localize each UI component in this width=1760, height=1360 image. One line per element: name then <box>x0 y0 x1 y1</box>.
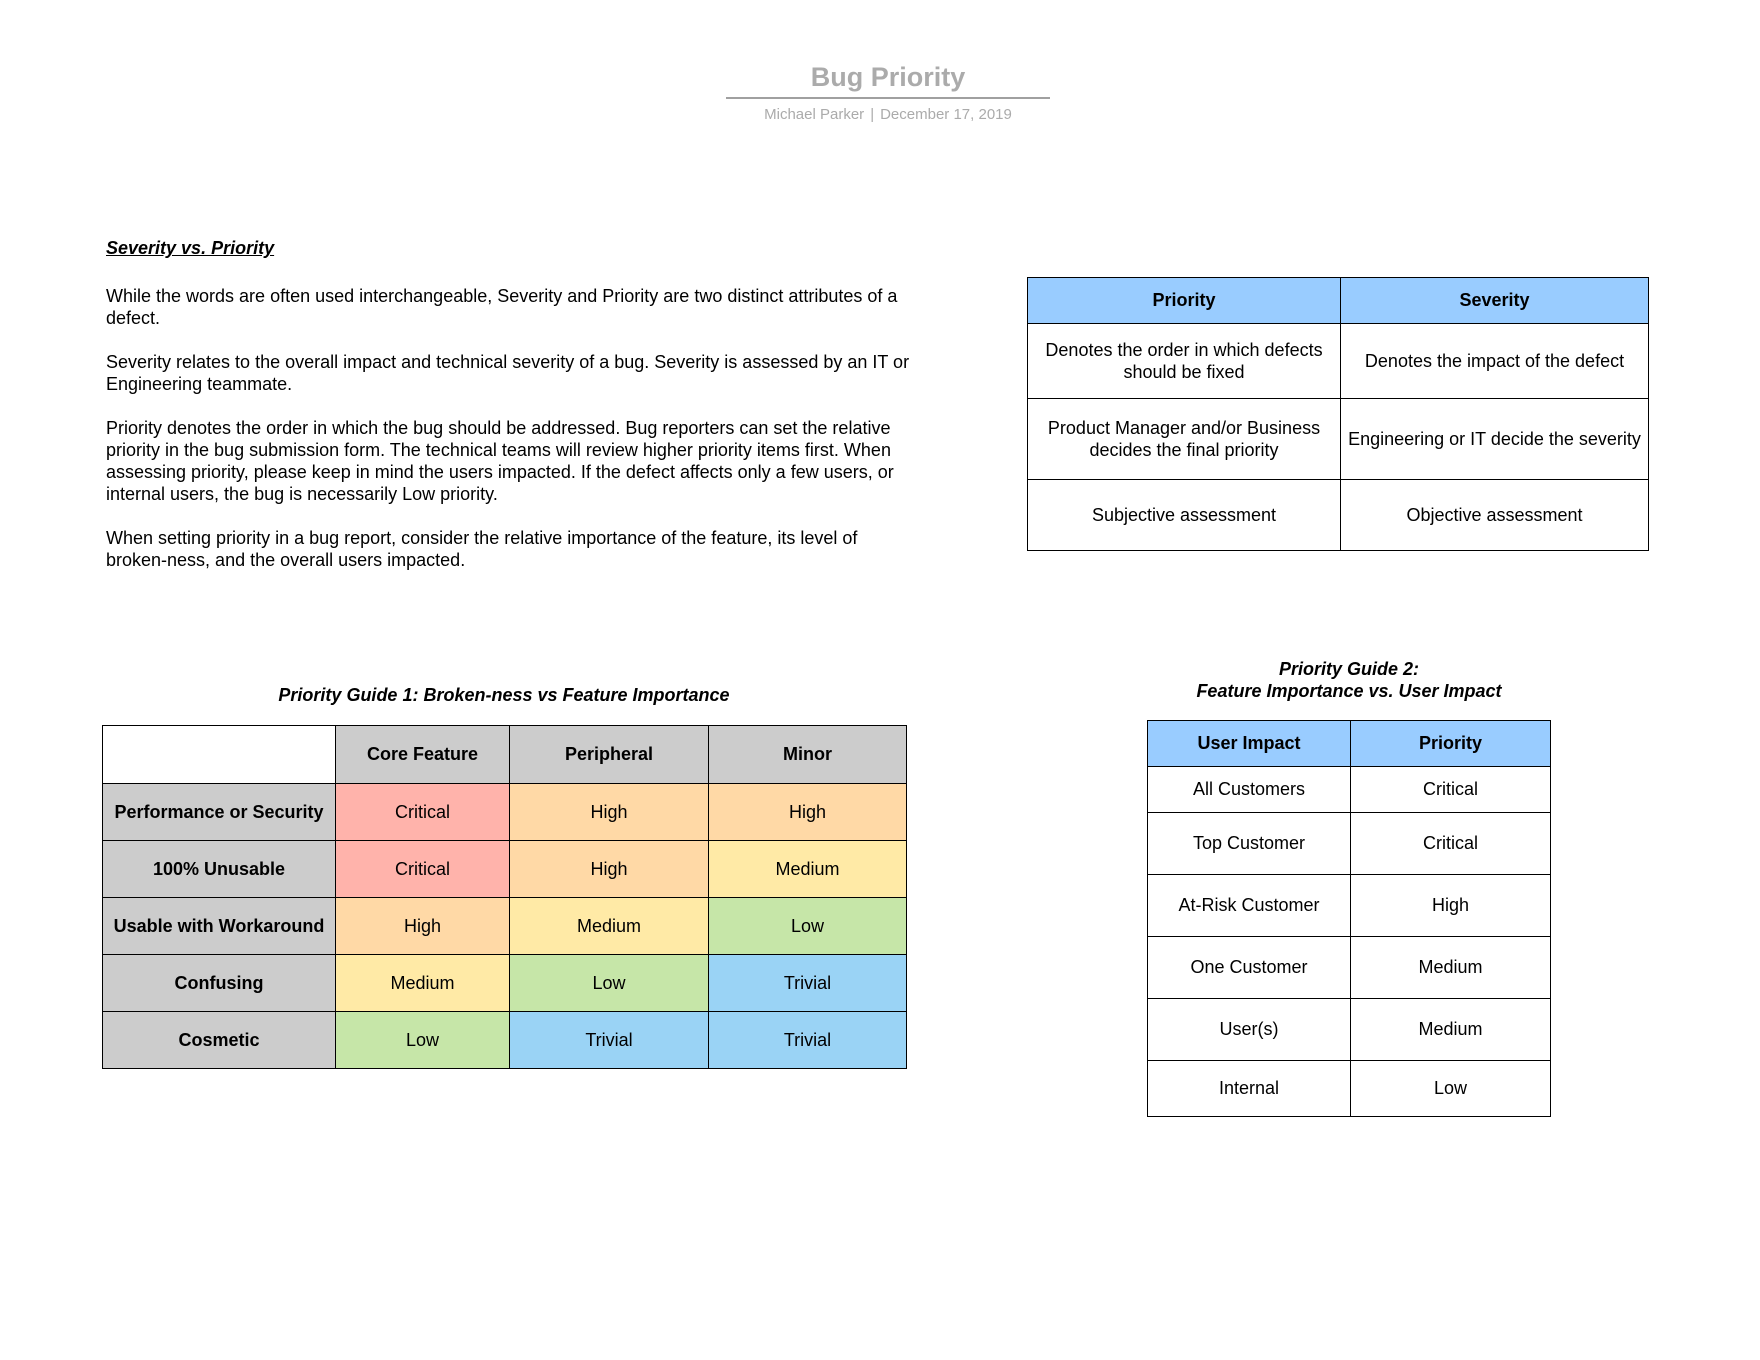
corner-cell <box>103 726 336 784</box>
paragraph: Severity relates to the overall impact and technical severity of a bug. Severity is assessed by an IT or Engineering teammate. <box>106 352 910 394</box>
table-row <box>103 841 907 898</box>
priority-cell: Trivial <box>709 955 907 1012</box>
paragraph: When setting priority in a bug report, consider the relative importance of the feature, its level of broken-ness, and the overall users impacted. <box>106 528 858 570</box>
table-row <box>1148 813 1551 875</box>
table-cell: Internal <box>1148 1061 1351 1117</box>
table-cell: At-Risk Customer <box>1148 875 1351 937</box>
table-row <box>1028 480 1649 551</box>
priority-cell: High <box>510 784 709 841</box>
header-severity: Severity <box>1341 278 1649 324</box>
table-cell: Denotes the order in which defects should be fixed <box>1028 324 1341 399</box>
priority-cell: Medium <box>336 955 510 1012</box>
priority-severity-table <box>1027 277 1649 551</box>
priority-cell: Low <box>709 898 907 955</box>
table-row <box>1028 399 1649 480</box>
priority-cell: Medium <box>709 841 907 898</box>
table-cell: All Customers <box>1148 767 1351 813</box>
body-text <box>106 285 916 593</box>
table-cell: Engineering or IT decide the severity <box>1341 399 1649 480</box>
row-header: Usable with Workaround <box>103 898 336 955</box>
table-cell: Medium <box>1351 937 1551 999</box>
guide2-title <box>1147 658 1551 702</box>
paragraph: While the words are often used interchangeable, Severity and Priority are two distinct attributes of a defect. <box>106 286 898 328</box>
guide2-title-line2: Feature Importance vs. User Impact <box>1196 681 1502 701</box>
paragraph: Priority denotes the order in which the bug should be addressed. Bug reporters can set the relative priority in the bug submission form. The technical teams will review higher priority items first. When assessing priority, please keep in mind the users impacted. If the defect affects only a few users, or internal users, the bug is necessarily Low priority. <box>106 418 894 504</box>
table-header-row <box>1028 278 1649 324</box>
table-cell: Critical <box>1351 813 1551 875</box>
priority-cell: High <box>336 898 510 955</box>
document-header <box>726 62 1050 123</box>
table-cell: Objective assessment <box>1341 480 1649 551</box>
document-title: Bug Priority <box>726 62 1050 99</box>
priority-cell: Medium <box>510 898 709 955</box>
table-row <box>1148 875 1551 937</box>
column-header: Peripheral <box>510 726 709 784</box>
table-row <box>1148 767 1551 813</box>
column-header: Core Feature <box>336 726 510 784</box>
table-row <box>1148 999 1551 1061</box>
priority-guide-1-table <box>102 725 907 1069</box>
guide2-title-line1: Priority Guide 2: <box>1278 659 1420 679</box>
priority-cell: Critical <box>336 784 510 841</box>
author: Michael Parker <box>764 106 865 123</box>
table-cell: Top Customer <box>1148 813 1351 875</box>
byline <box>726 106 1050 123</box>
table-row <box>1148 937 1551 999</box>
priority-guide-2-table <box>1147 720 1551 1117</box>
table-cell: Subjective assessment <box>1028 480 1341 551</box>
priority-cell: Low <box>510 955 709 1012</box>
section-title: Severity vs. Priority <box>106 238 275 258</box>
table-cell: One Customer <box>1148 937 1351 999</box>
priority-cell: High <box>510 841 709 898</box>
table-header-row <box>1148 721 1551 767</box>
priority-cell: Trivial <box>709 1012 907 1069</box>
header-priority: Priority <box>1351 721 1551 767</box>
guide1-title: Priority Guide 1: Broken-ness vs Feature Importance <box>278 685 730 705</box>
header-user-impact: User Impact <box>1148 721 1351 767</box>
table-cell: Denotes the impact of the defect <box>1341 324 1649 399</box>
table-header-row <box>103 726 907 784</box>
table-row <box>103 1012 907 1069</box>
table-cell: Product Manager and/or Business decides the final priority <box>1028 399 1341 480</box>
byline-separator: | <box>870 106 875 123</box>
header-priority: Priority <box>1028 278 1341 324</box>
priority-cell: High <box>709 784 907 841</box>
table-cell: User(s) <box>1148 999 1351 1061</box>
table-row <box>103 784 907 841</box>
table-row <box>1028 324 1649 399</box>
table-cell: Medium <box>1351 999 1551 1061</box>
table-row <box>103 898 907 955</box>
table-row <box>103 955 907 1012</box>
table-cell: Critical <box>1351 767 1551 813</box>
column-header: Minor <box>709 726 907 784</box>
row-header: Confusing <box>103 955 336 1012</box>
table-row <box>1148 1061 1551 1117</box>
row-header: Performance or Security <box>103 784 336 841</box>
priority-cell: Low <box>336 1012 510 1069</box>
row-header: Cosmetic <box>103 1012 336 1069</box>
table-cell: High <box>1351 875 1551 937</box>
priority-cell: Critical <box>336 841 510 898</box>
document-date: December 17, 2019 <box>880 106 1012 123</box>
row-header: 100% Unusable <box>103 841 336 898</box>
table-cell: Low <box>1351 1061 1551 1117</box>
priority-cell: Trivial <box>510 1012 709 1069</box>
